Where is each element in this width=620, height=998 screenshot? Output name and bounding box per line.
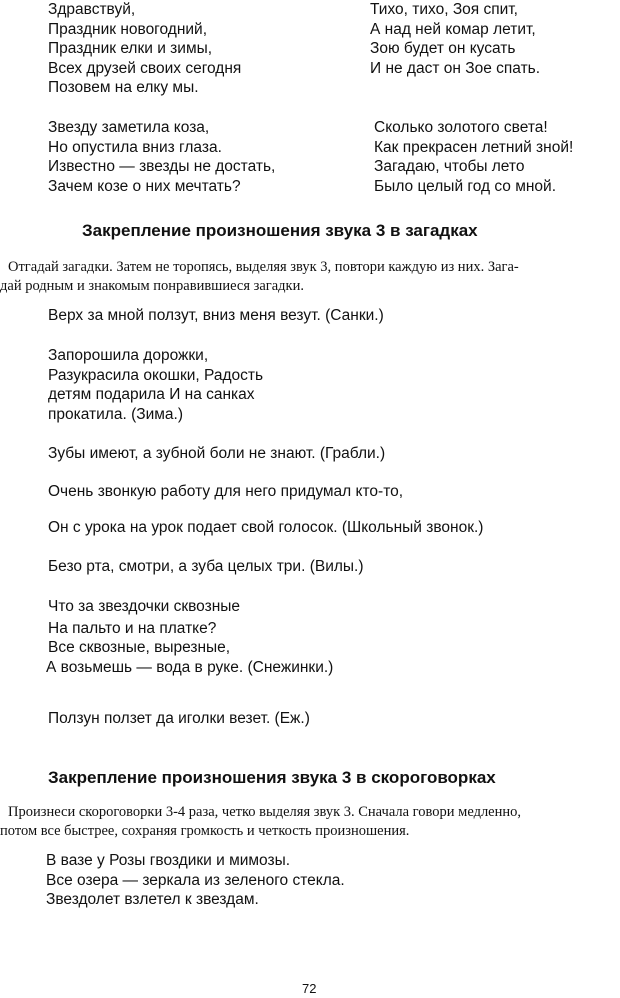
riddle-line: А возьмешь — вода в руке. (Снежинки.)	[46, 658, 334, 676]
tongue-line: Звездолет взлетел к звездам.	[46, 891, 259, 908]
riddle-line: детям подарила И на санках	[48, 386, 255, 403]
poem-line: Загадаю, чтобы лето	[374, 158, 525, 175]
riddle: Безо рта, смотри, а зуба целых три. (Вилы.)	[48, 558, 364, 575]
riddle-line: Разукрасила окошки, Радость	[48, 366, 264, 384]
intro-line: потом все быстрее, сохраняя громкость и четкость произношения.	[0, 823, 410, 839]
poem-line: Как прекрасен летний зной!	[374, 138, 574, 156]
intro-line: дай родным и знакомым понравившиеся загадки.	[0, 278, 304, 294]
poem-line: Но опустила вниз глаза.	[48, 138, 222, 156]
tongue-twisters	[46, 851, 345, 910]
riddle-line: Запорошила дорожки,	[48, 347, 209, 364]
poem-right-2	[374, 118, 573, 196]
poem-line: Праздник елки и зимы,	[48, 40, 213, 57]
tongue-intro	[0, 803, 620, 841]
intro-line: Произнеси скороговорки 3-4 раза, четко выделяя звук 3. Сначала говори медленно,	[8, 804, 522, 820]
tongue-line: В вазе у Розы гвоздики и мимозы.	[46, 852, 291, 869]
riddle: Очень звонкую работу для него придумал кто-то,	[48, 483, 404, 500]
riddle-line: На пальто и на платке?	[48, 619, 217, 637]
riddle: Он с урока на урок подает свой голосок. (Школьный звонок.)	[48, 519, 484, 536]
poem-line: Известно — звезды не достать,	[48, 158, 276, 175]
poem-left-2	[48, 118, 275, 196]
poem-line: Здравствуй,	[48, 1, 136, 18]
poem-line: Позовем на елку мы.	[48, 79, 199, 96]
poem-line: Праздник новогодний,	[48, 20, 208, 38]
poem-right-1	[370, 0, 540, 78]
riddle-line: Что за звездочки сквозные	[48, 598, 241, 615]
section-heading-riddles: Закрепление произношения звука 3 в загадках	[82, 221, 478, 240]
poem-left-1	[48, 0, 241, 98]
poem-line: И не даст он Зое спать.	[370, 59, 541, 77]
riddle: Верх за мной ползут, вниз меня везут. (Санки.)	[48, 307, 384, 324]
intro-line: Отгадай загадки. Затем не торопясь, выделяя звук 3, повтори каждую из них. Зага-	[8, 259, 519, 275]
poem-line: Сколько золотого света!	[374, 119, 548, 136]
riddle	[48, 346, 263, 424]
page-number: 72	[302, 981, 317, 996]
riddle: Зубы имеют, а зубной боли не знают. (Грабли.)	[48, 445, 386, 462]
riddle: Ползун ползет да иголки везет. (Еж.)	[48, 710, 310, 727]
poem-line: А над ней комар летит,	[370, 20, 536, 38]
poem-line: Было целый год со мной.	[374, 177, 557, 195]
section-heading-tongue-twisters: Закрепление произношения звука 3 в скороговорках	[48, 768, 496, 787]
poem-line: Зачем козе о них мечтать?	[48, 177, 241, 195]
tongue-line: Все озера — зеркала из зеленого стекла.	[46, 871, 345, 889]
riddle	[48, 597, 333, 677]
riddle-line: Все сквозные, вырезные,	[48, 639, 231, 656]
poem-line: Зою будет он кусать	[370, 40, 516, 57]
poem-line: Всех друзей своих сегодня	[48, 59, 242, 77]
riddle-line: прокатила. (Зима.)	[48, 405, 183, 423]
poem-line: Тихо, тихо, Зоя спит,	[370, 1, 518, 18]
riddles-intro	[0, 258, 620, 296]
poem-line: Звезду заметила коза,	[48, 119, 210, 136]
